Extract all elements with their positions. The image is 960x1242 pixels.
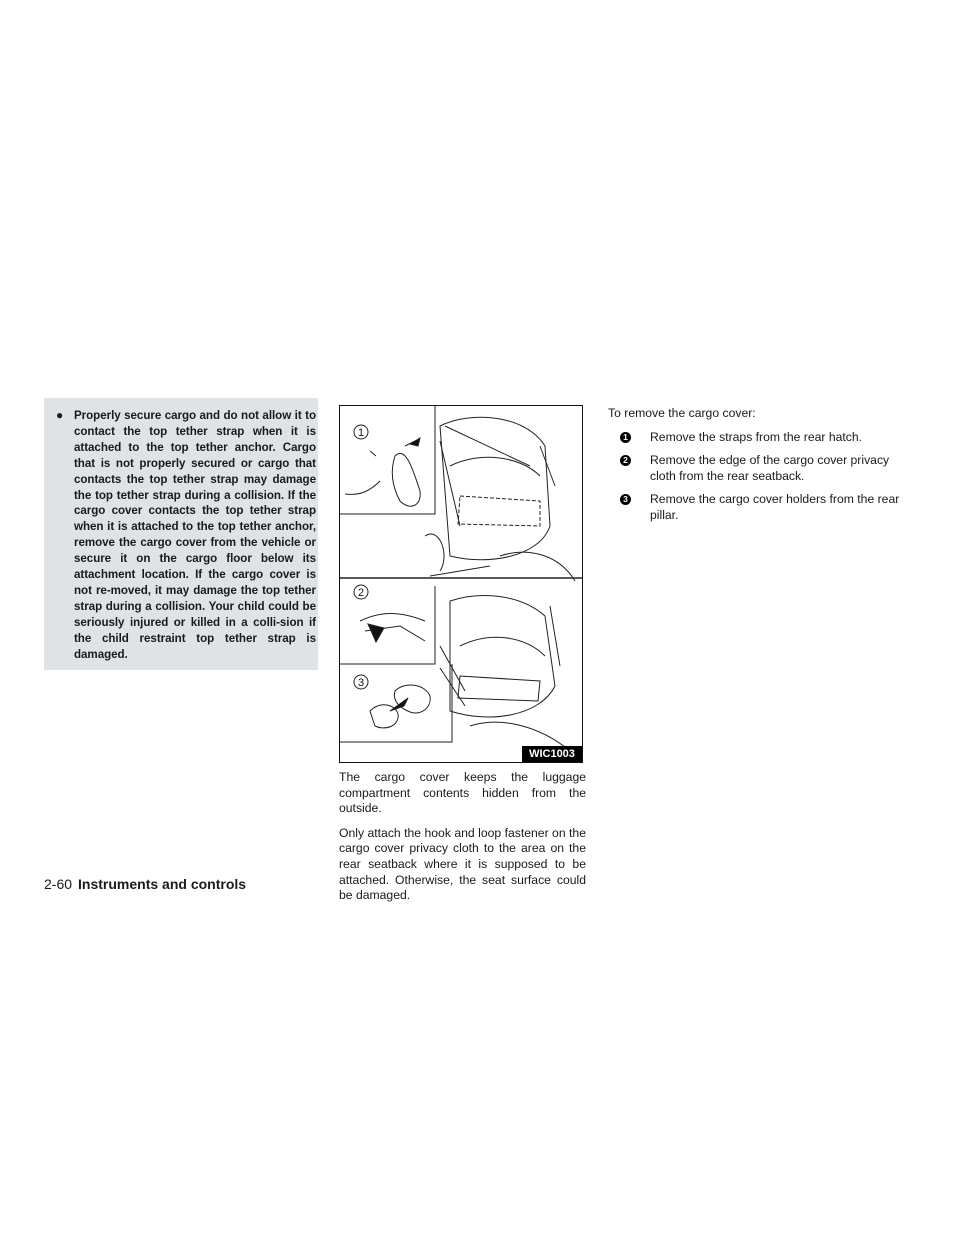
warning-item (52, 408, 316, 663)
step-item (608, 453, 908, 484)
step-text: Remove the straps from the rear hatch. (650, 429, 863, 444)
callout-3: 3 (358, 677, 365, 689)
step-item (608, 430, 908, 446)
step-item (608, 492, 908, 523)
figure-id-label: WIC1003 (522, 746, 582, 762)
illustration-drawing (340, 406, 582, 762)
callout-2: 2 (358, 587, 365, 599)
step-text: Remove the cargo cover holders from the rear pillar. (650, 492, 900, 522)
section-title: Instruments and controls (78, 876, 247, 892)
warning-box (44, 398, 318, 670)
step-number-icon: 1 (620, 432, 631, 443)
step-number-icon: 2 (620, 455, 631, 466)
paragraph: Only attach the hook and loop fastener on the cargo cover privacy cloth to the area on the rear seatback where it is supposed to be attached. Otherwise, the seat surface could be damaged. (339, 825, 586, 903)
step-number-icon: 3 (620, 494, 631, 505)
paragraph: The cargo cover keeps the luggage compartment contents hidden from the outside. (339, 770, 586, 816)
callout-1: 1 (358, 427, 365, 439)
bullet-icon: ● (56, 408, 64, 422)
removal-instructions (608, 406, 908, 532)
instructions-intro: To remove the cargo cover: (608, 406, 756, 420)
warning-text: Properly secure cargo and do not allow it to contact the top tether strap when it is attached to the top tether anchor. Cargo that is not properly secured or cargo that contacts the top tether strap may damage the top tether strap during a collision. If the cargo cover contacts the top tether strap when it is attached to the top tether anchor, remove the cargo cover from the vehicle or secure it on the cargo floor below its attachment location. If the cargo cover is not re-moved, it may damage the top tether strap during a collision. Your child could be seriously injured or killed in a colli-sion if the child restraint top tether strap is damaged. (74, 409, 316, 661)
step-text: Remove the edge of the cargo cover privacy cloth from the rear seatback. (650, 453, 890, 483)
steps-list (608, 430, 908, 524)
cargo-cover-illustration (339, 405, 583, 763)
page-number: 2-60 (44, 876, 73, 892)
cargo-cover-description (339, 770, 586, 913)
page-footer (44, 876, 246, 892)
